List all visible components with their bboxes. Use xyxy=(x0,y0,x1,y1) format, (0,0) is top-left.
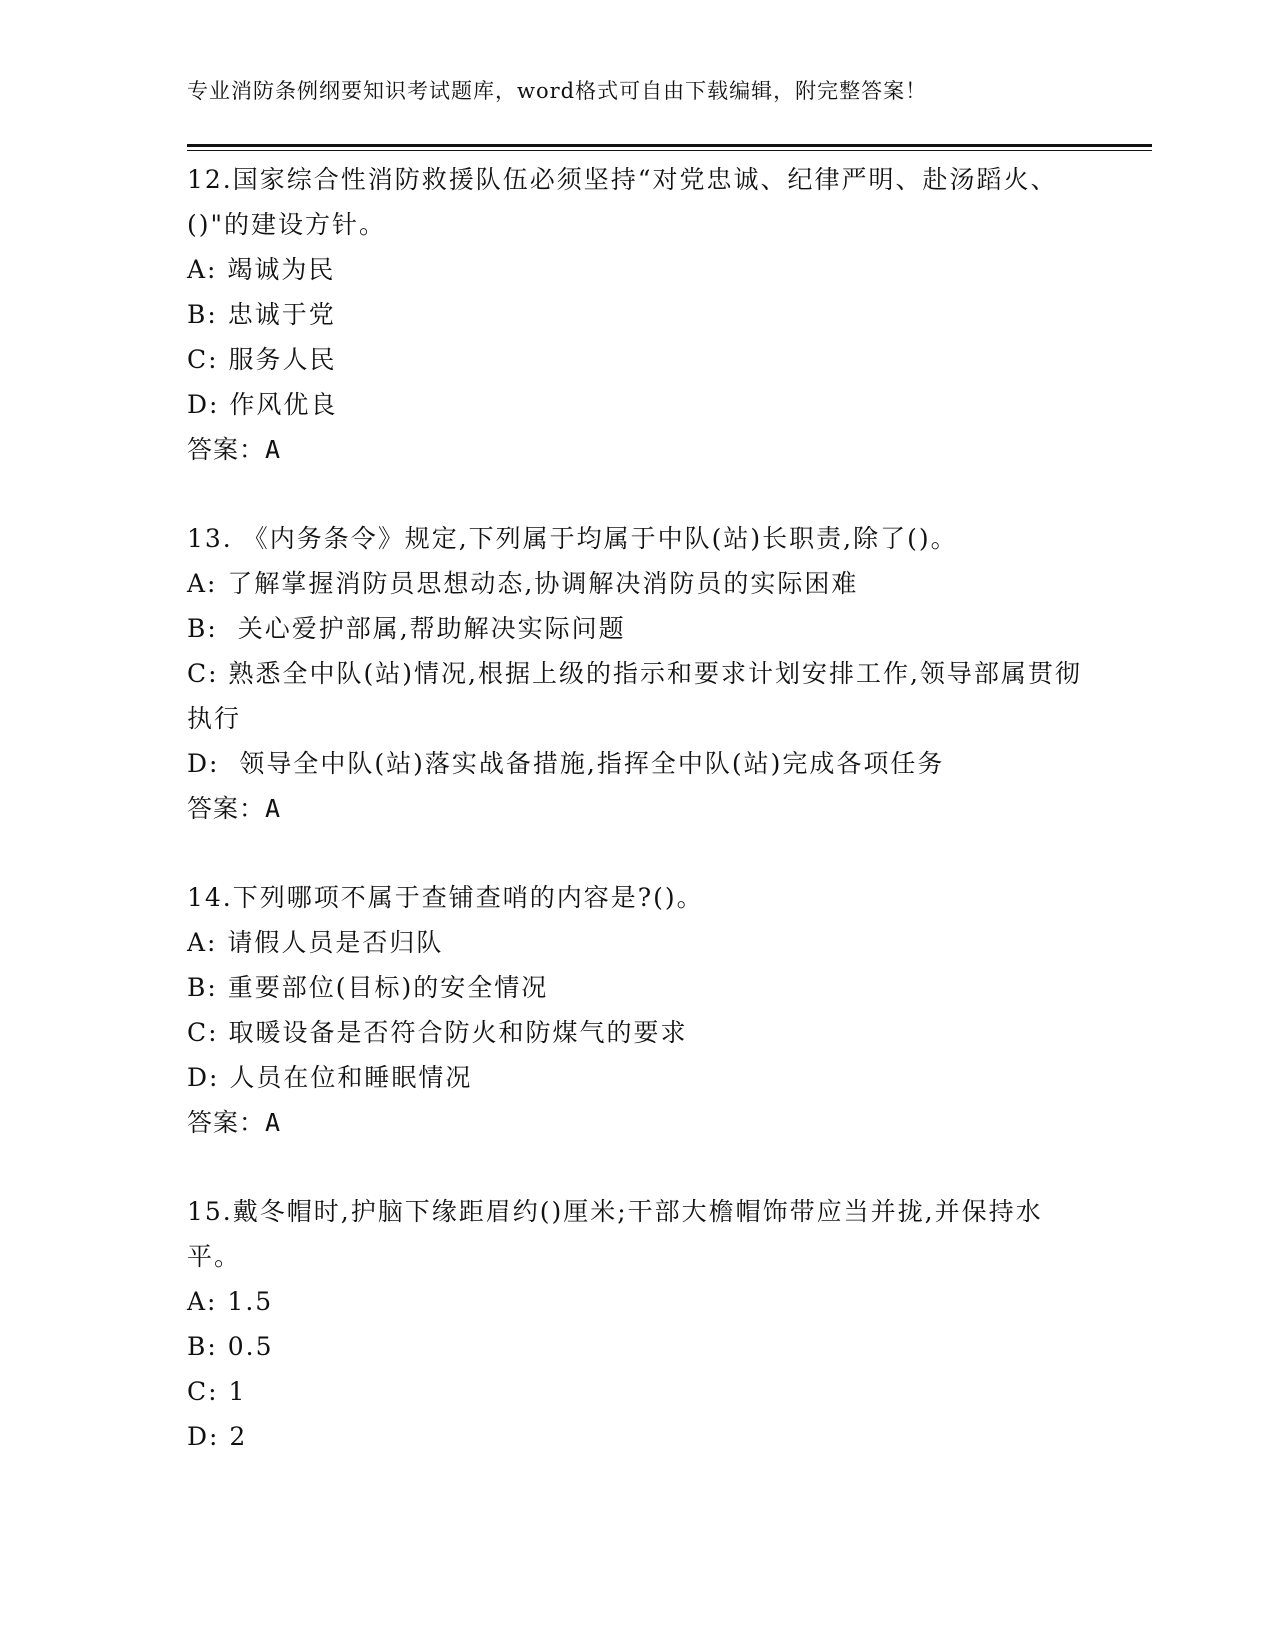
header-rule-thin xyxy=(187,150,1152,151)
option-a: A: 了解掌握消防员思想动态,协调解决消防员的实际困难 xyxy=(187,569,859,598)
answer-line xyxy=(187,786,1087,831)
option-a: A: 1.5 xyxy=(187,1287,274,1316)
answer-label: 答案： xyxy=(187,794,266,823)
option-a: A: 请假人员是否归队 xyxy=(187,928,444,957)
option-b: B: 忠诚于党 xyxy=(187,300,336,329)
question-14 xyxy=(187,875,1087,1145)
option-b: B: 0.5 xyxy=(187,1332,274,1361)
answer-label: 答案： xyxy=(187,1108,266,1137)
question-stem: 12.国家综合性消防救援队伍必须坚持“对党忠诚、纪律严明、赴汤蹈火、()"的建设方针。 xyxy=(187,165,1058,239)
question-15 xyxy=(187,1189,1087,1459)
answer-line xyxy=(187,427,1087,472)
question-stem: 15.戴冬帽时,护脑下缘距眉约()厘米;干部大檐帽饰带应当并拢,并保持水平。 xyxy=(187,1197,1043,1271)
option-b: B: 关心爱护部属,帮助解决实际问题 xyxy=(187,614,626,643)
question-13 xyxy=(187,516,1087,831)
answer-value: A xyxy=(265,435,282,464)
answer-line xyxy=(187,1100,1087,1145)
option-c: C: 服务人民 xyxy=(187,345,337,374)
option-a: A: 竭诚为民 xyxy=(187,255,336,284)
option-d: D: 人员在位和睡眠情况 xyxy=(187,1063,473,1092)
question-12 xyxy=(187,157,1087,472)
option-c: C: 1 xyxy=(187,1377,247,1406)
header-rule-thick xyxy=(187,144,1152,147)
answer-value: A xyxy=(265,1108,282,1137)
option-b: B: 重要部位(目标)的安全情况 xyxy=(187,973,549,1002)
question-stem: 13. 《内务条令》规定,下列属于均属于中队(站)长职责,除了()。 xyxy=(187,524,958,553)
option-c: C: 熟悉全中队(站)情况,根据上级的指示和要求计划安排工作,领导部属贯彻执行 xyxy=(187,659,1082,733)
question-list xyxy=(187,157,1087,1503)
answer-label: 答案： xyxy=(187,435,266,464)
answer-value: A xyxy=(265,794,282,823)
option-c: C: 取暖设备是否符合防火和防煤气的要求 xyxy=(187,1018,688,1047)
option-d: D: 作风优良 xyxy=(187,390,338,419)
option-d: D: 2 xyxy=(187,1422,248,1451)
page-header: 专业消防条例纲要知识考试题库，word格式可自由下载编辑，附完整答案！ xyxy=(187,79,928,103)
option-d: D: 领导全中队(站)落实战备措施,指挥全中队(站)完成各项任务 xyxy=(187,749,945,778)
question-stem: 14.下列哪项不属于查铺查哨的内容是?()。 xyxy=(187,883,704,912)
